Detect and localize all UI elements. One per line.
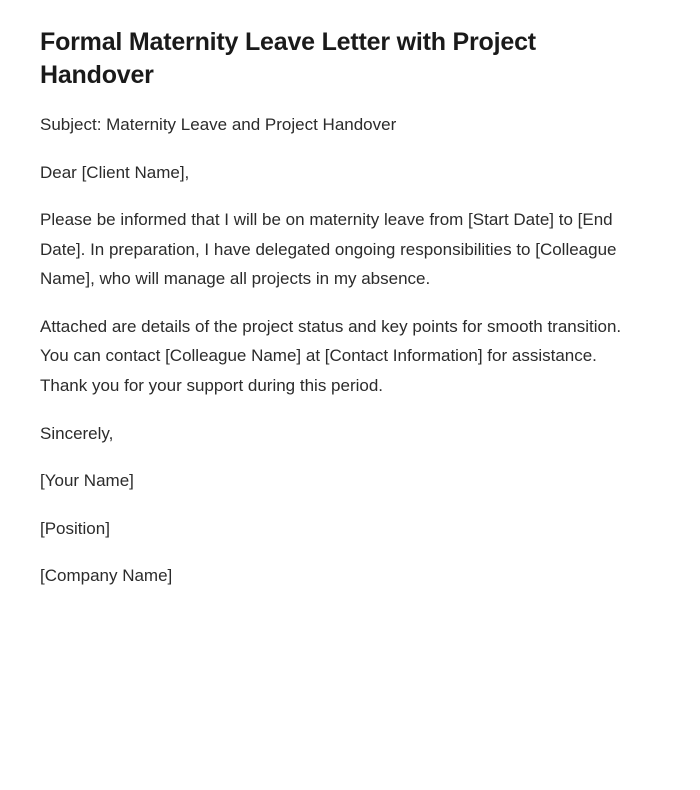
signature-company: [Company Name] — [40, 566, 173, 586]
body-paragraph-2: Attached are details of the project status and key points for smooth transition. You can contact [Colleague Name] at [Contact Information] for assistance. Thank you for your support during this period. — [40, 316, 622, 396]
salutation: Dear [Client Name], — [40, 162, 190, 182]
document-body — [40, 110, 640, 591]
closing: Sincerely, — [40, 423, 114, 443]
subject-line: Subject: Maternity Leave and Project Handover — [40, 115, 397, 134]
signature-position: [Position] — [40, 518, 110, 538]
body-paragraph-1: Please be informed that I will be on maternity leave from [Start Date] to [End Date]. In preparation, I have delegated ongoing responsibilities to [Colleague Name], who will manage all projects in my absence. — [40, 210, 617, 289]
signature-name: [Your Name] — [40, 471, 134, 491]
page-title: Formal Maternity Leave Letter with Project Handover — [40, 28, 536, 89]
